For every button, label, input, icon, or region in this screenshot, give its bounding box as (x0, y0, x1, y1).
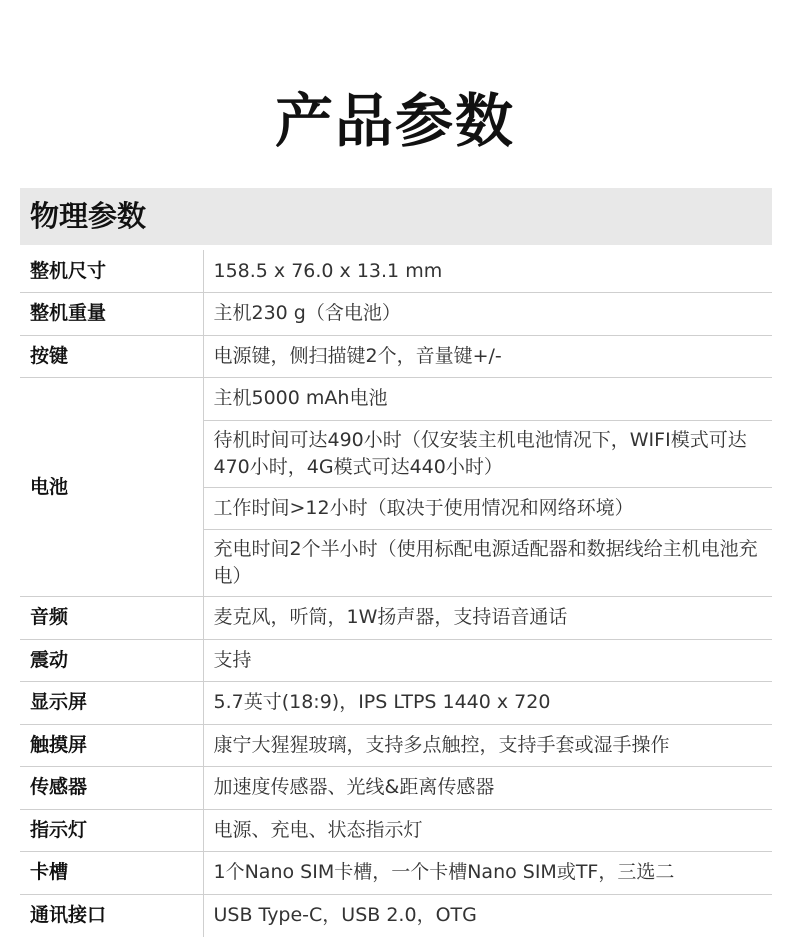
row-value-interface: USB Type-C，USB 2.0，OTG (213, 904, 477, 926)
section-header: 物理参数 (20, 188, 772, 245)
page-title: 产品参数 (274, 87, 515, 155)
table-row (20, 852, 772, 895)
row-value-indicator: 电源、充电、状态指示灯 (203, 809, 772, 852)
row-label-battery: 电池 (20, 378, 203, 597)
spec-table (20, 250, 772, 937)
row-label-buttons: 按键 (20, 335, 203, 378)
row-label-vibration: 震动 (20, 639, 203, 682)
table-row (20, 293, 772, 336)
table-row (20, 378, 772, 421)
table-row (20, 597, 772, 640)
row-value-card-slot: 1个Nano SIM卡槽，一个卡槽Nano SIM或TF，三选二 (203, 852, 772, 895)
table-row (20, 724, 772, 767)
row-value-audio: 麦克风，听筒，1W扬声器，支持语音通话 (203, 597, 772, 640)
row-value-weight: 主机230 g（含电池） (203, 293, 772, 336)
table-row (20, 809, 772, 852)
table-row (20, 335, 772, 378)
row-value-battery-standby: 待机时间可达490小时（仅安装主机电池情况下，WIFI模式可达470小时，4G模式可达440小时） (203, 420, 772, 487)
row-label-weight: 整机重量 (20, 293, 203, 336)
row-value-touchscreen: 康宁大猩猩玻璃，支持多点触控，支持手套或湿手操作 (203, 724, 772, 767)
row-label-interface: 通讯接口 (20, 894, 203, 937)
table-row (20, 682, 772, 725)
row-value-battery-capacity: 主机5000 mAh电池 (203, 378, 772, 421)
row-value-vibration: 支持 (203, 639, 772, 682)
row-value-battery-charging: 充电时间2个半小时（使用标配电源适配器和数据线给主机电池充电） (203, 530, 772, 597)
row-label-touchscreen: 触摸屏 (20, 724, 203, 767)
row-value-dimensions: 158.5 x 76.0 x 13.1 mm (203, 250, 772, 293)
table-row (20, 639, 772, 682)
row-value-sensors: 加速度传感器、光线&距离传感器 (203, 767, 772, 810)
row-label-sensors: 传感器 (20, 767, 203, 810)
row-label-audio: 音频 (20, 597, 203, 640)
row-label-indicator: 指示灯 (20, 809, 203, 852)
row-label-display: 显示屏 (20, 682, 203, 725)
row-value-battery-worktime: 工作时间>12小时（取决于使用情况和网络环境） (203, 487, 772, 530)
row-label-dimensions: 整机尺寸 (20, 250, 203, 293)
table-row (20, 250, 772, 293)
table-row (20, 894, 772, 937)
row-value-display: 5.7英寸(18:9)，IPS LTPS 1440 x 720 (203, 682, 772, 725)
row-label-card-slot: 卡槽 (20, 852, 203, 895)
row-value-buttons: 电源键，侧扫描键2个，音量键+/- (203, 335, 772, 378)
table-row (20, 767, 772, 810)
